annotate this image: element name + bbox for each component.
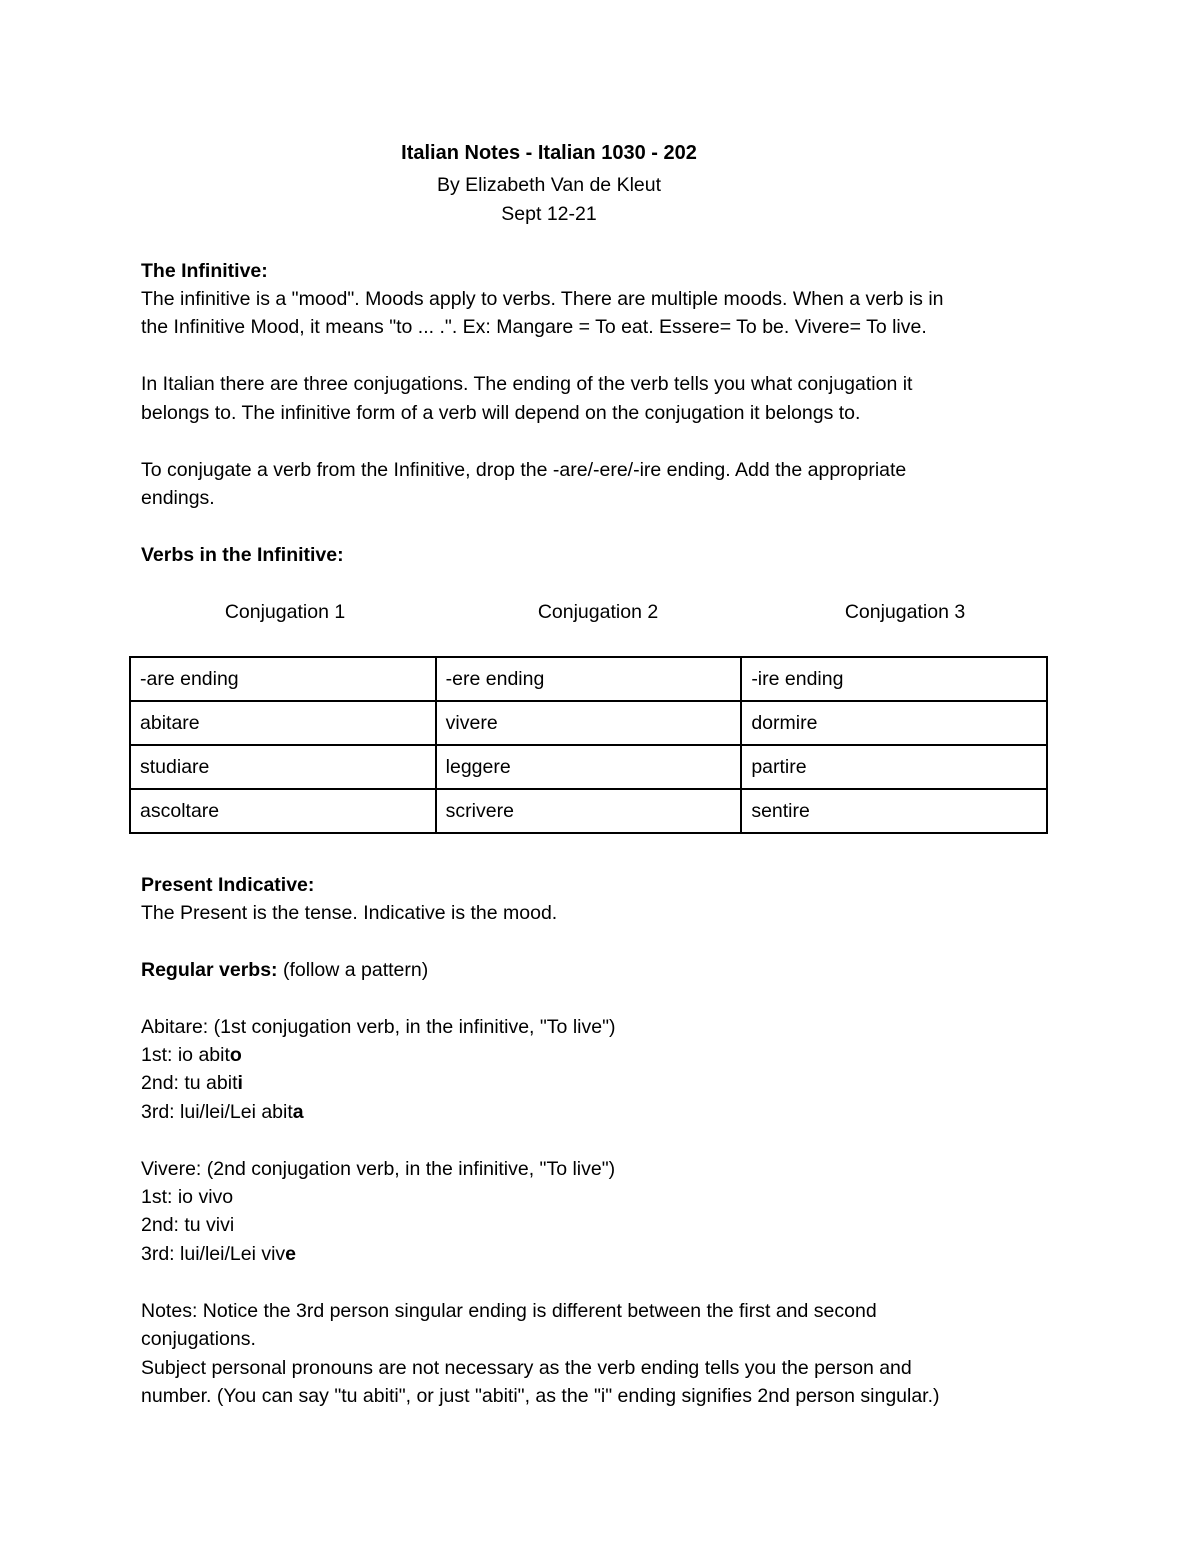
date-line: Sept 12-21 bbox=[501, 203, 597, 225]
infinitive-heading: The Infinitive: bbox=[141, 260, 268, 282]
table-cell: -ire ending bbox=[741, 657, 1047, 701]
conjugation-header: Conjugation 1 bbox=[224, 601, 346, 623]
table-row bbox=[130, 745, 1047, 789]
present-indicative-heading: Present Indicative: bbox=[141, 874, 315, 896]
table-cell: vivere bbox=[436, 701, 742, 745]
verb-ending: i bbox=[237, 1072, 243, 1094]
table-row bbox=[130, 789, 1047, 833]
notes-line: conjugations. bbox=[141, 1328, 256, 1350]
conjugate-paragraph-line: endings. bbox=[141, 487, 215, 509]
abitare-third-person bbox=[141, 1098, 1041, 1126]
abitare-intro: Abitare: (1st conjugation verb, in the infinitive, "To live") bbox=[141, 1016, 616, 1038]
table-row bbox=[130, 701, 1047, 745]
verb-stem: 1st: io abit bbox=[141, 1044, 230, 1066]
table-cell: scrivere bbox=[436, 789, 742, 833]
notes-line: Subject personal pronouns are not necessary as the verb ending tells you the person and bbox=[141, 1357, 912, 1379]
vivere-third-person bbox=[141, 1240, 1041, 1268]
table-cell: -ere ending bbox=[436, 657, 742, 701]
author-line: By Elizabeth Van de Kleut bbox=[436, 174, 662, 196]
notes-line: Notes: Notice the 3rd person singular ending is different between the first and second bbox=[141, 1300, 877, 1322]
table-cell: partire bbox=[741, 745, 1047, 789]
conjugation-paragraph-line: belongs to. The infinitive form of a verb will depend on the conjugation it belongs to. bbox=[141, 402, 861, 424]
regular-verbs-note: (follow a pattern) bbox=[277, 959, 429, 981]
table-cell: leggere bbox=[436, 745, 742, 789]
present-indicative-text: The Present is the tense. Indicative is the mood. bbox=[141, 902, 558, 924]
vivere-second-person: 2nd: tu vivi bbox=[141, 1214, 235, 1236]
infinitive-paragraph-line: The infinitive is a "mood". Moods apply to verbs. There are multiple moods. When a verb is in bbox=[141, 288, 944, 310]
verb-stem: 3rd: lui/lei/Lei abit bbox=[141, 1101, 293, 1123]
verb-stem: 2nd: tu abit bbox=[141, 1072, 238, 1094]
verbs-table bbox=[129, 656, 1048, 834]
conjugation-header: Conjugation 2 bbox=[537, 601, 659, 623]
infinitive-paragraph-line: the Infinitive Mood, it means "to ... .". Ex: Mangare = To eat. Essere= To be. Vivere= To live. bbox=[141, 316, 927, 338]
conjugate-paragraph-line: To conjugate a verb from the Infinitive, drop the -are/-ere/-ire ending. Add the appropriate bbox=[141, 459, 907, 481]
conjugation-paragraph-line: In Italian there are three conjugations. The ending of the verb tells you what conjugation it bbox=[141, 373, 913, 395]
table-cell: ascoltare bbox=[130, 789, 436, 833]
verb-stem: 3rd: lui/lei/Lei viv bbox=[141, 1243, 286, 1265]
abitare-first-person bbox=[141, 1041, 1041, 1069]
verb-ending: a bbox=[292, 1101, 304, 1123]
vivere-intro: Vivere: (2nd conjugation verb, in the infinitive, "To live") bbox=[141, 1158, 616, 1180]
table-cell: dormire bbox=[741, 701, 1047, 745]
table-cell: -are ending bbox=[130, 657, 436, 701]
verb-ending: e bbox=[285, 1243, 297, 1265]
vivere-first-person: 1st: io vivo bbox=[141, 1186, 234, 1208]
table-cell: sentire bbox=[741, 789, 1047, 833]
conjugation-header: Conjugation 3 bbox=[844, 601, 966, 623]
table-row bbox=[130, 657, 1047, 701]
table-cell: studiare bbox=[130, 745, 436, 789]
conjugation-headers bbox=[141, 598, 1061, 626]
verb-ending: o bbox=[229, 1044, 242, 1066]
regular-verbs-line bbox=[141, 956, 1041, 984]
verbs-infinitive-heading: Verbs in the Infinitive: bbox=[141, 544, 344, 566]
document-title: Italian Notes - Italian 1030 - 202 bbox=[401, 142, 697, 164]
regular-verbs-heading: Regular verbs: bbox=[141, 959, 278, 981]
notes-line: number. (You can say "tu abiti", or just "abiti", as the "i" ending signifies 2nd person singular.) bbox=[141, 1385, 940, 1407]
abitare-second-person bbox=[141, 1069, 1041, 1097]
table-cell: abitare bbox=[130, 701, 436, 745]
